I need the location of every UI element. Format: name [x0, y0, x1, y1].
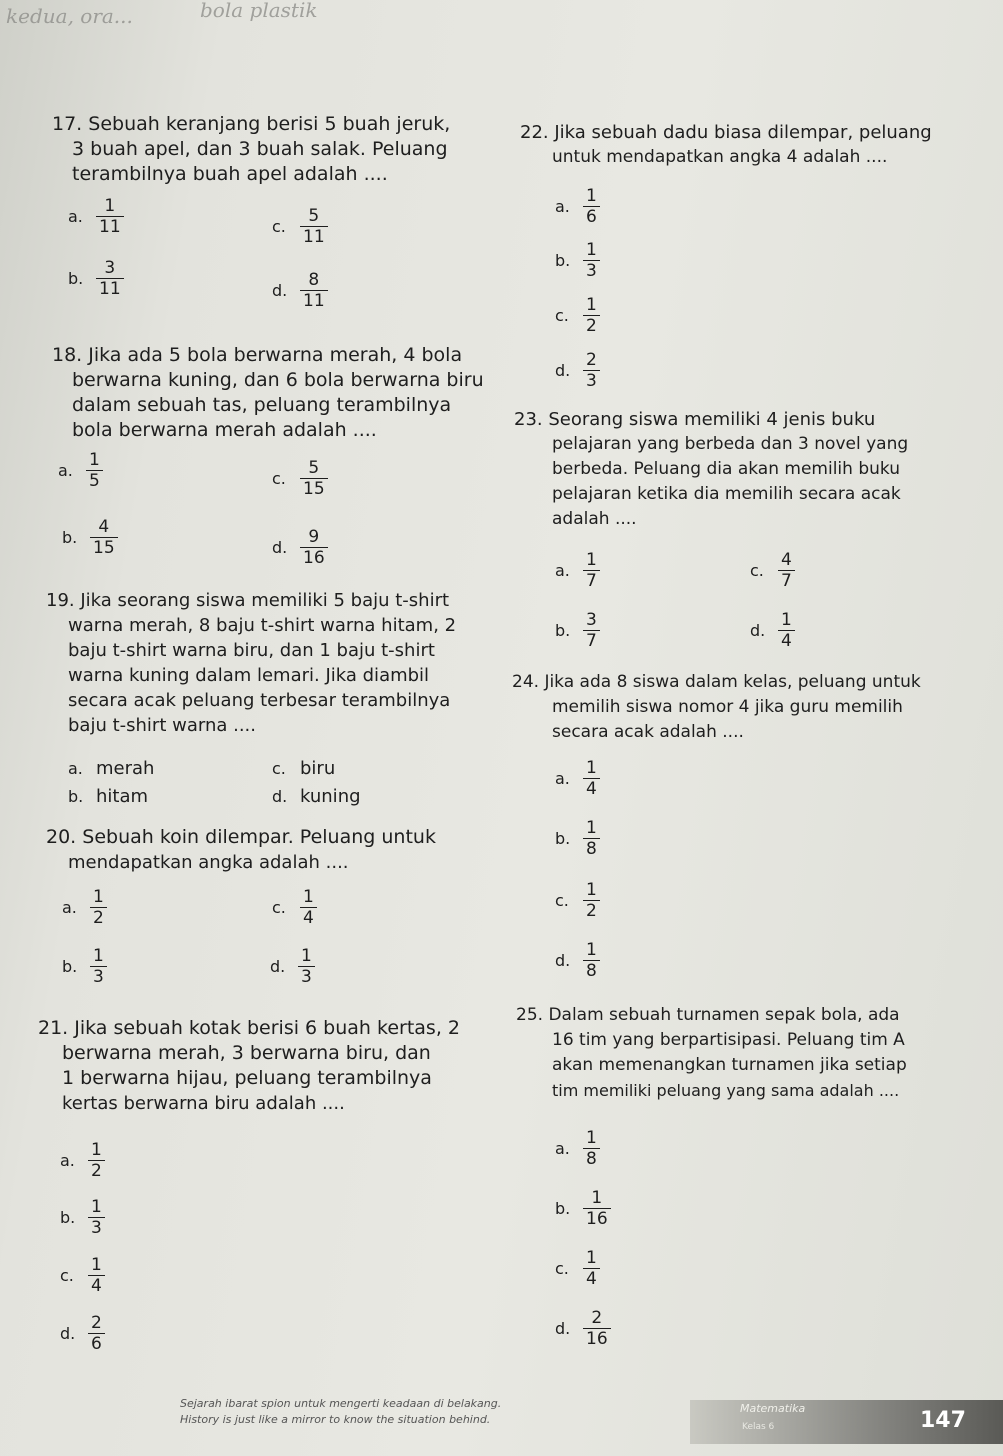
numerator: 1: [301, 946, 312, 966]
option-letter: c.: [272, 759, 286, 778]
option-23c: [750, 550, 795, 591]
option-21d: [60, 1313, 105, 1354]
fraction: [90, 887, 107, 928]
option-letter: d.: [272, 538, 288, 557]
question-text-line: secara acak peluang terbesar terambilnya: [68, 690, 451, 711]
question-22: [520, 120, 932, 170]
fraction: [300, 206, 328, 247]
denominator: 3: [298, 966, 315, 987]
fraction: [96, 258, 124, 299]
fraction: [88, 1313, 105, 1354]
footer-subject: Matematika: [740, 1402, 806, 1415]
question-17: [52, 112, 450, 187]
fraction: [583, 610, 600, 651]
denominator: 6: [583, 206, 600, 227]
denominator: 2: [88, 1160, 105, 1181]
option-letter: c.: [555, 1259, 569, 1278]
option-letter: b.: [555, 621, 571, 640]
question-text-line: tim memiliki peluang yang sama adalah ....: [552, 1081, 900, 1100]
fraction: [300, 270, 328, 311]
option-22c: [555, 295, 600, 336]
handwritten-note-right: bola plastik: [200, 0, 318, 22]
option-25a: [555, 1128, 600, 1169]
option-25d: [555, 1308, 611, 1349]
denominator: 11: [300, 290, 328, 311]
option-22a: [555, 186, 600, 227]
denominator: 16: [300, 547, 328, 568]
fraction: [300, 527, 328, 568]
question-text-line: 24. Jika ada 8 siswa dalam kelas, peluang untuk: [512, 672, 921, 692]
question-text-line: 23. Seorang siswa memiliki 4 jenis buku: [514, 409, 876, 430]
fraction: [96, 196, 124, 237]
question-text-line: 1 berwarna hijau, peluang terambilnya: [62, 1067, 432, 1089]
question-text-line: 22. Jika sebuah dadu biasa dilempar, peluang: [520, 122, 932, 143]
question-text-line: warna merah, 8 baju t-shirt warna hitam, 2: [68, 615, 457, 636]
numerator: 3: [586, 610, 597, 630]
denominator: 11: [300, 226, 328, 247]
question-18: [52, 343, 484, 443]
option-letter: a.: [555, 197, 570, 216]
fraction: [88, 1255, 105, 1296]
option-20a: [62, 887, 107, 928]
option-letter: d.: [272, 787, 288, 806]
option-20d: [270, 946, 315, 987]
denominator: 8: [583, 1148, 600, 1169]
option-25c: [555, 1248, 600, 1289]
option-letter: a.: [62, 898, 77, 917]
question-text-line: 20. Sebuah koin dilempar. Peluang untuk: [46, 826, 436, 848]
fraction: [583, 550, 600, 591]
option-23b: [555, 610, 600, 651]
option-17b: [68, 258, 124, 299]
numerator: 1: [591, 1188, 603, 1208]
option-17d: [272, 270, 328, 311]
denominator: 4: [300, 907, 317, 928]
question-text-line: berwarna merah, 3 berwarna biru, dan: [62, 1042, 431, 1064]
option-letter: d.: [270, 957, 286, 976]
numerator: 4: [98, 517, 110, 537]
question-text-line: pelajaran ketika dia memilih secara acak: [552, 484, 901, 504]
numerator: 1: [93, 887, 104, 907]
option-20c: [272, 887, 317, 928]
numerator: 5: [308, 458, 320, 478]
question-text-line: dalam sebuah tas, peluang terambilnya: [72, 394, 452, 416]
denominator: 5: [86, 470, 103, 491]
numerator: 5: [308, 206, 320, 226]
option-letter: c.: [272, 469, 286, 488]
numerator: 1: [781, 610, 792, 630]
question-text-line: 17. Sebuah keranjang berisi 5 buah jeruk,: [52, 113, 451, 135]
denominator: 6: [88, 1333, 105, 1354]
question-text-line: mendapatkan angka adalah ....: [68, 852, 349, 873]
denominator: 4: [583, 778, 600, 799]
option-18a: [58, 450, 103, 491]
option-letter: a.: [68, 759, 83, 778]
fraction: [300, 887, 317, 928]
option-text: merah: [96, 758, 155, 779]
option-19b: [68, 786, 148, 807]
fraction: [583, 1188, 611, 1229]
option-letter: b.: [68, 269, 84, 288]
fraction: [778, 610, 795, 651]
option-letter: a.: [60, 1151, 75, 1170]
option-21b: [60, 1197, 105, 1238]
denominator: 2: [583, 900, 600, 921]
question-text-line: 3 buah apel, dan 3 buah salak. Peluang: [72, 138, 448, 160]
option-letter: a.: [555, 769, 570, 788]
option-letter: b.: [62, 528, 78, 547]
question-text-line: kertas berwarna biru adalah ....: [62, 1093, 345, 1114]
question-text-line: berbeda. Peluang dia akan memilih buku: [552, 459, 900, 479]
question-text-line: 25. Dalam sebuah turnamen sepak bola, ada: [516, 1005, 900, 1025]
option-19a: [68, 758, 154, 779]
denominator: 3: [583, 260, 600, 281]
denominator: 11: [96, 278, 124, 299]
option-letter: a.: [58, 461, 73, 480]
denominator: 4: [88, 1275, 105, 1296]
option-24a: [555, 758, 600, 799]
option-letter: d.: [750, 621, 766, 640]
option-letter: a.: [555, 561, 570, 580]
option-20b: [62, 946, 107, 987]
numerator: 1: [93, 946, 104, 966]
numerator: 2: [91, 1313, 102, 1333]
fraction: [583, 818, 600, 859]
numerator: 1: [586, 186, 597, 206]
denominator: 3: [88, 1217, 105, 1238]
denominator: 15: [300, 478, 328, 499]
question-text-line: baju t-shirt warna biru, dan 1 baju t-shirt: [68, 640, 435, 661]
fraction: [86, 450, 103, 491]
question-text-line: memilih siswa nomor 4 jika guru memilih: [552, 697, 903, 717]
option-25b: [555, 1188, 611, 1229]
numerator: 3: [104, 258, 116, 278]
option-17a: [68, 196, 124, 237]
question-text-line: warna kuning dalam lemari. Jika diambil: [68, 665, 430, 686]
option-letter: c.: [60, 1266, 74, 1285]
denominator: 3: [90, 966, 107, 987]
fraction: [583, 240, 600, 281]
numerator: 1: [89, 450, 100, 470]
footer-quote: [180, 1396, 501, 1428]
option-letter: c.: [555, 306, 569, 325]
fraction: [298, 946, 315, 987]
option-letter: c.: [750, 561, 764, 580]
numerator: 8: [308, 270, 320, 290]
numerator: 1: [586, 295, 597, 315]
denominator: 4: [778, 630, 795, 651]
denominator: 7: [583, 630, 600, 651]
denominator: 16: [583, 1328, 611, 1349]
option-text: hitam: [96, 786, 149, 807]
numerator: 1: [586, 758, 597, 778]
question-19: [46, 588, 456, 738]
option-22b: [555, 240, 600, 281]
fraction: [583, 880, 600, 921]
question-text-line: adalah ....: [552, 509, 637, 529]
option-text: biru: [300, 758, 336, 779]
numerator: 2: [591, 1308, 603, 1328]
option-18c: [272, 458, 328, 499]
option-letter: d.: [555, 951, 571, 970]
numerator: 1: [91, 1255, 102, 1275]
question-text-line: terambilnya buah apel adalah ....: [72, 163, 388, 185]
numerator: 1: [586, 240, 597, 260]
question-text-line: bola berwarna merah adalah ....: [72, 419, 377, 441]
numerator: 1: [91, 1140, 102, 1160]
denominator: 2: [583, 315, 600, 336]
denominator: 3: [583, 370, 600, 391]
numerator: 1: [586, 940, 597, 960]
fraction: [583, 758, 600, 799]
fraction: [90, 946, 107, 987]
question-21: [38, 1016, 460, 1116]
option-letter: d.: [555, 1319, 571, 1338]
option-18d: [272, 527, 328, 568]
option-letter: c.: [555, 891, 569, 910]
question-25: [516, 1003, 907, 1103]
denominator: 8: [583, 838, 600, 859]
denominator: 8: [583, 960, 600, 981]
fraction: [778, 550, 795, 591]
option-letter: a.: [555, 1139, 570, 1158]
option-23a: [555, 550, 600, 591]
denominator: 7: [583, 570, 600, 591]
footer-band: [690, 1400, 1003, 1444]
option-letter: b.: [62, 957, 78, 976]
denominator: 7: [778, 570, 795, 591]
option-24c: [555, 880, 600, 921]
question-text-line: baju t-shirt warna ....: [68, 715, 256, 736]
option-24b: [555, 818, 600, 859]
fraction: [583, 940, 600, 981]
question-24: [512, 670, 921, 745]
option-21a: [60, 1140, 105, 1181]
numerator: 1: [586, 880, 597, 900]
fraction: [583, 1248, 600, 1289]
numerator: 1: [303, 887, 314, 907]
numerator: 1: [104, 196, 116, 216]
footer-class: Kelas 6: [742, 1422, 775, 1432]
numerator: 1: [586, 550, 597, 570]
numerator: 1: [586, 1128, 597, 1148]
fraction: [90, 517, 118, 558]
fraction: [583, 350, 600, 391]
option-letter: c.: [272, 217, 286, 236]
option-letter: b.: [60, 1208, 76, 1227]
fraction: [300, 458, 328, 499]
denominator: 16: [583, 1208, 611, 1229]
question-text-line: 16 tim yang berpartisipasi. Peluang tim A: [552, 1030, 905, 1050]
numerator: 4: [781, 550, 792, 570]
question-text-line: berwarna kuning, dan 6 bola berwarna biru: [72, 369, 484, 391]
footer-quote-indonesian: Sejarah ibarat spion untuk mengerti keadaan di belakang.: [180, 1397, 502, 1410]
denominator: 4: [583, 1268, 600, 1289]
option-letter: b.: [555, 1199, 571, 1218]
fraction: [88, 1140, 105, 1181]
question-text-line: akan memenangkan turnamen jika setiap: [552, 1055, 907, 1075]
option-letter: a.: [68, 207, 83, 226]
option-19c: [272, 758, 335, 779]
denominator: 2: [90, 907, 107, 928]
numerator: 1: [586, 1248, 597, 1268]
question-text-line: untuk mendapatkan angka 4 adalah ....: [552, 147, 888, 167]
question-23: [514, 407, 908, 532]
option-19d: [272, 786, 361, 807]
page-number: 147: [920, 1408, 966, 1433]
fraction: [583, 295, 600, 336]
question-20: [46, 825, 436, 875]
option-letter: d.: [272, 281, 288, 300]
option-letter: b.: [555, 829, 571, 848]
fraction: [583, 186, 600, 227]
option-letter: d.: [555, 361, 571, 380]
option-letter: b.: [68, 787, 84, 806]
denominator: 11: [96, 216, 124, 237]
option-17c: [272, 206, 328, 247]
question-text-line: 18. Jika ada 5 bola berwarna merah, 4 bola: [52, 344, 463, 366]
question-text-line: 21. Jika sebuah kotak berisi 6 buah kertas, 2: [38, 1017, 460, 1039]
option-letter: c.: [272, 898, 286, 917]
option-21c: [60, 1255, 105, 1296]
numerator: 1: [91, 1197, 102, 1217]
footer-quote-english: History is just like a mirror to know the situation behind.: [180, 1413, 491, 1426]
question-text-line: 19. Jika seorang siswa memiliki 5 baju t-shirt: [46, 590, 450, 611]
denominator: 15: [90, 537, 118, 558]
fraction: [583, 1308, 611, 1349]
question-text-line: pelajaran yang berbeda dan 3 novel yang: [552, 434, 909, 454]
numerator: 9: [308, 527, 320, 547]
option-22d: [555, 350, 600, 391]
option-23d: [750, 610, 795, 651]
numerator: 2: [586, 350, 597, 370]
option-letter: d.: [60, 1324, 76, 1343]
fraction: [88, 1197, 105, 1238]
fraction: [583, 1128, 600, 1169]
question-text-line: secara acak adalah ....: [552, 722, 744, 742]
numerator: 1: [586, 818, 597, 838]
option-18b: [62, 517, 118, 558]
option-letter: b.: [555, 251, 571, 270]
handwritten-note-left: kedua, ora...: [6, 4, 133, 28]
option-24d: [555, 940, 600, 981]
option-text: kuning: [300, 786, 361, 807]
